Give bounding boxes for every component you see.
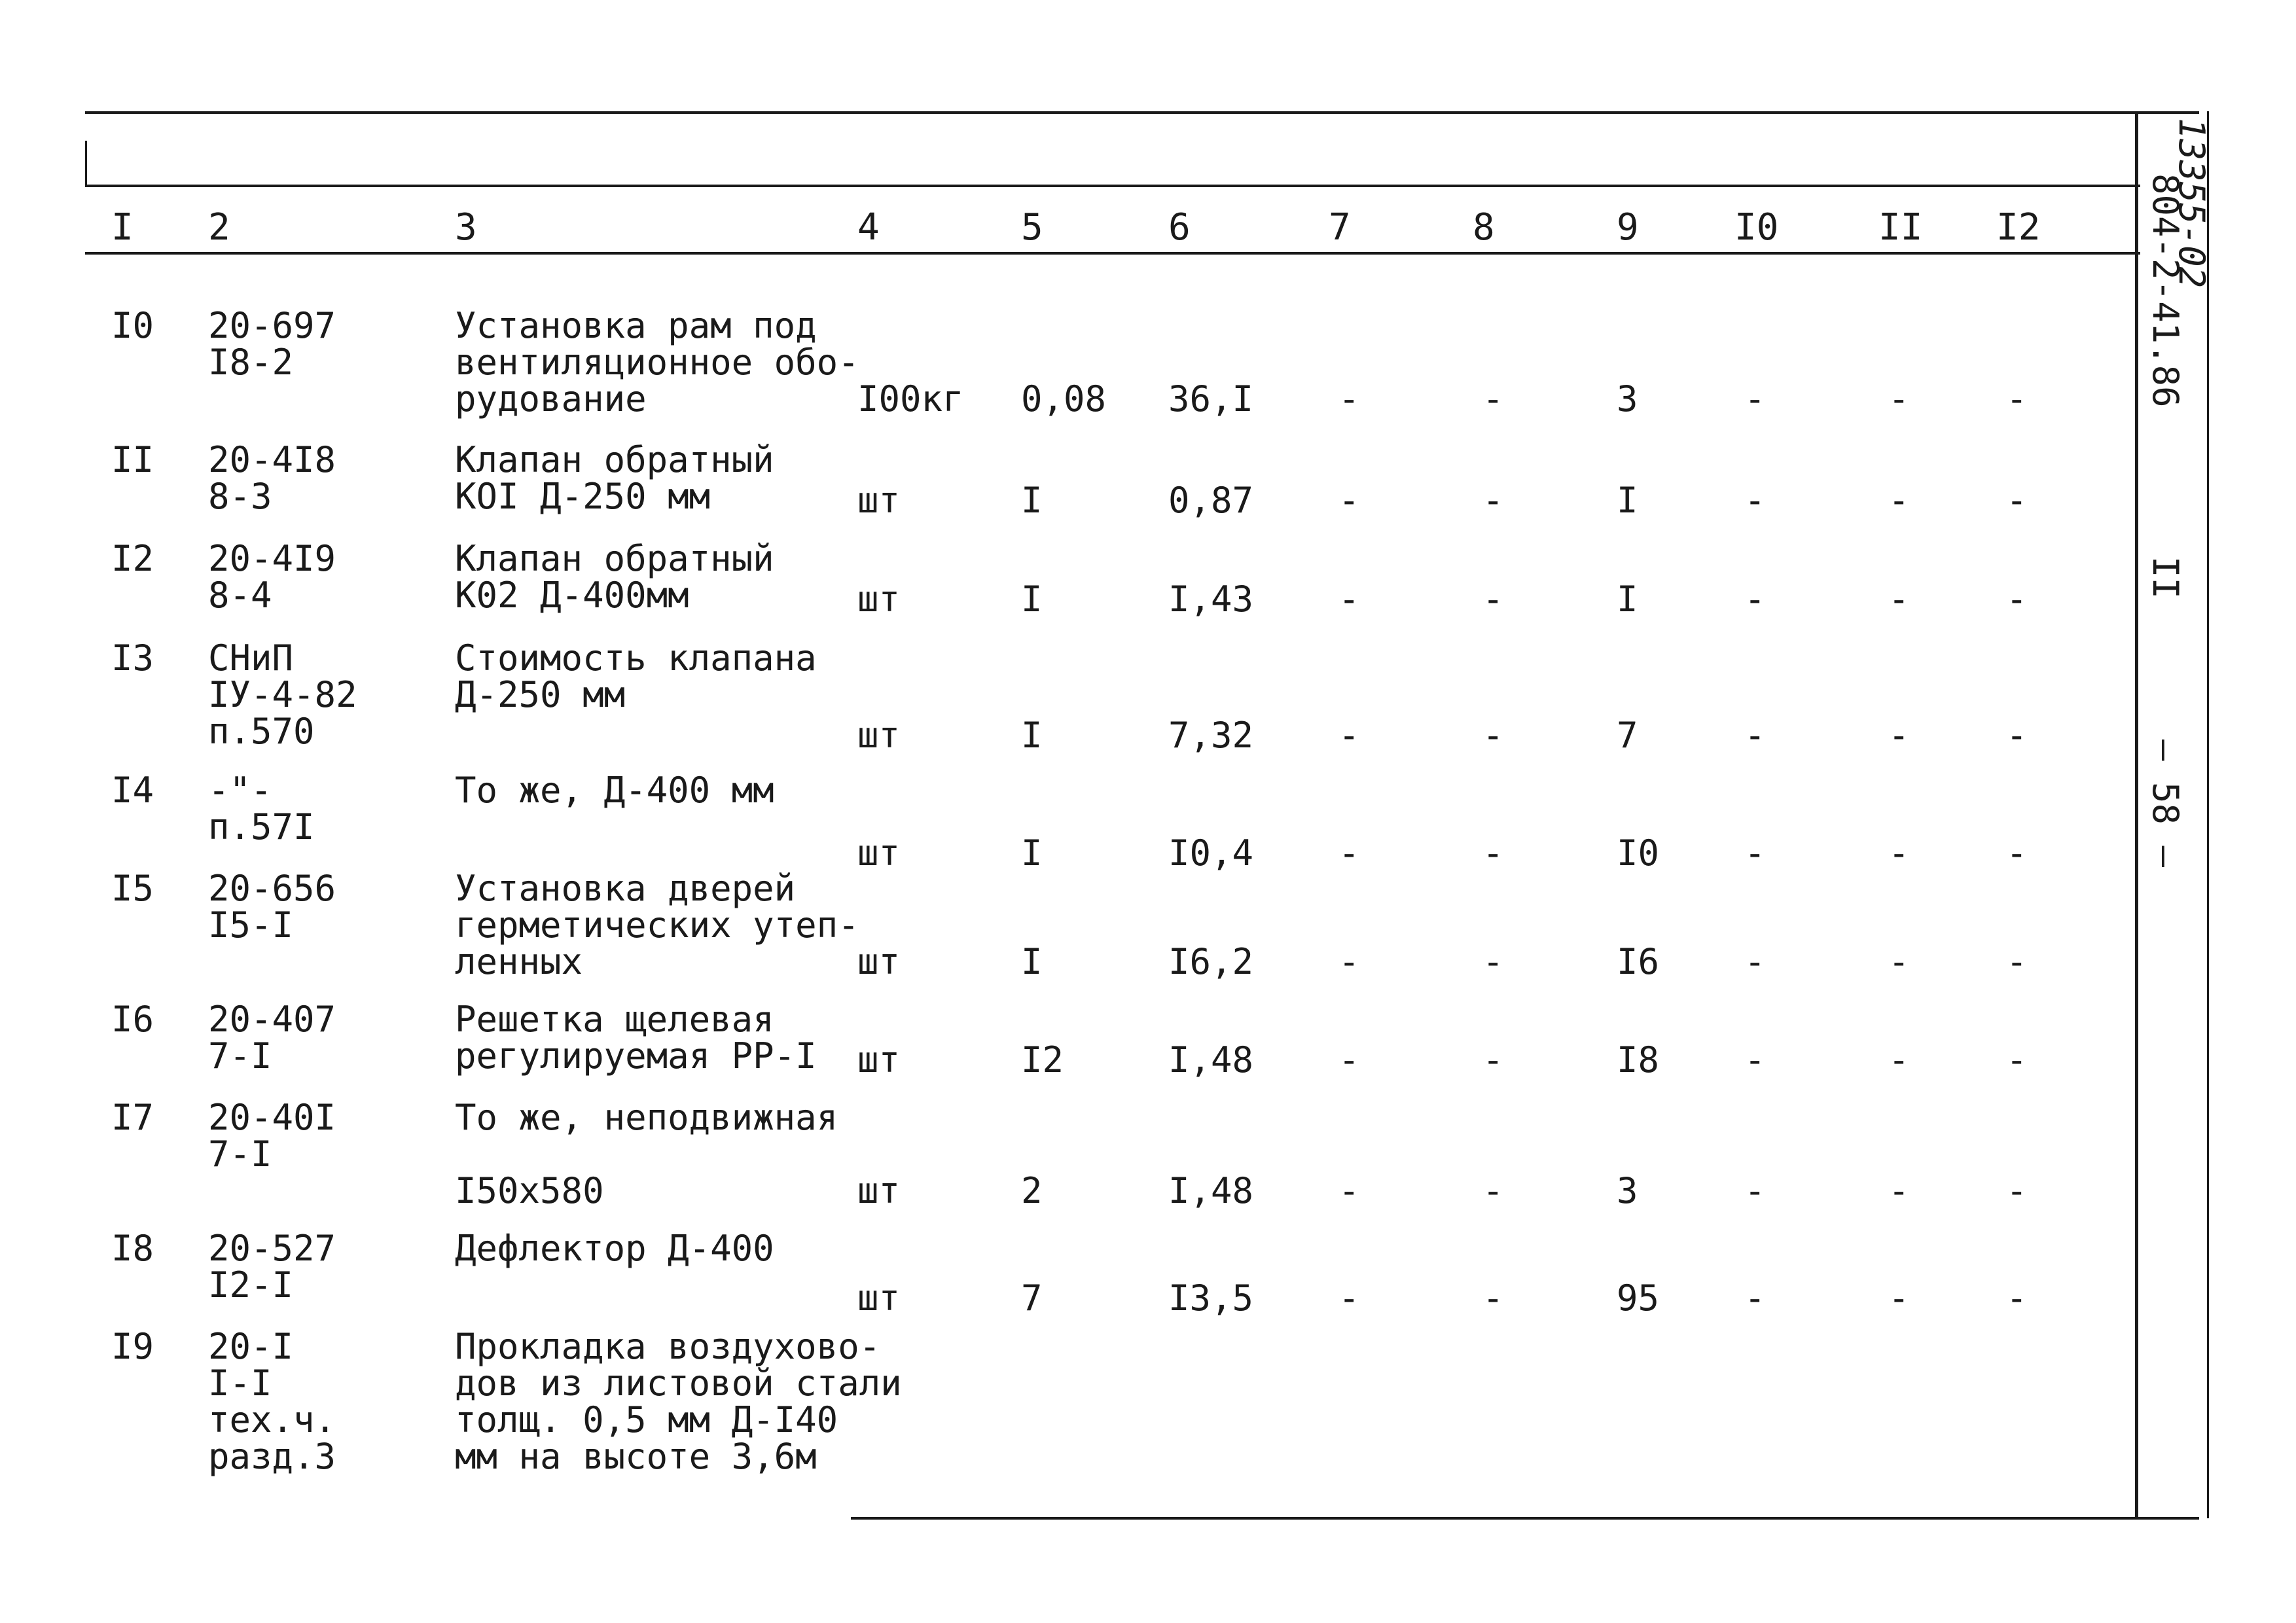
column-header-11: II	[1878, 206, 1923, 249]
norm-code: I8-2	[208, 342, 294, 383]
cell-c12: -	[2006, 941, 2028, 982]
row-number: I2	[111, 538, 154, 579]
cell-c8: -	[1482, 579, 1504, 620]
work-name: ленных	[455, 941, 583, 982]
norm-code: 20-40I	[208, 1097, 336, 1138]
cell-c10: -	[1744, 378, 1766, 419]
column-header-6: 6	[1168, 206, 1191, 249]
unit: шт	[857, 579, 901, 620]
cell-c12: -	[2006, 1277, 2028, 1319]
cell-c8: -	[1482, 1039, 1504, 1080]
column-header-1: I	[111, 206, 134, 249]
cell-c9: I6	[1617, 941, 1660, 982]
cell-c10: -	[1744, 1039, 1766, 1080]
top-rule	[85, 111, 2199, 114]
unit: шт	[857, 480, 901, 521]
document-code: 804-2-41.86	[2145, 173, 2186, 408]
cell-c5: I	[1021, 832, 1043, 874]
work-name: Дефлектор Д-400	[455, 1228, 774, 1269]
norm-code: 20-656	[208, 868, 336, 909]
cell-c11: -	[1888, 715, 1910, 756]
norm-code: п.57I	[208, 806, 315, 847]
work-name: Установка рам под	[455, 305, 817, 346]
cell-c7: -	[1338, 715, 1360, 756]
cell-c12: -	[2006, 1170, 2028, 1211]
cell-c10: -	[1744, 832, 1766, 874]
cell-c10: -	[1744, 1170, 1766, 1211]
cell-c9: 7	[1617, 715, 1638, 756]
work-name: Стоимость клапана	[455, 637, 817, 679]
cell-c9: I8	[1617, 1039, 1660, 1080]
cell-c6: 36,I	[1168, 378, 1254, 419]
row-number: I3	[111, 637, 154, 679]
cell-c12: -	[2006, 832, 2028, 874]
norm-code: I5-I	[208, 904, 294, 946]
unit: шт	[857, 941, 901, 982]
work-name: I50x580	[455, 1170, 604, 1211]
norm-code: 7-I	[208, 1035, 272, 1077]
row-number: I4	[111, 770, 154, 811]
cell-c9: 95	[1617, 1277, 1660, 1319]
cell-c11: -	[1888, 579, 1910, 620]
cell-c8: -	[1482, 941, 1504, 982]
work-name: Д-250 мм	[455, 674, 626, 715]
row-number: I6	[111, 999, 154, 1040]
work-name: Решетка щелевая	[455, 999, 774, 1040]
norm-code: 20-4I9	[208, 538, 336, 579]
norm-code: IУ-4-82	[208, 674, 357, 715]
cell-c11: -	[1888, 1170, 1910, 1211]
cell-c6: I,43	[1168, 579, 1254, 620]
cell-c9: I	[1617, 480, 1638, 521]
column-header-9: 9	[1617, 206, 1639, 249]
column-header-12: I2	[1996, 206, 2041, 249]
cell-c12: -	[2006, 715, 2028, 756]
row-number: I5	[111, 868, 154, 909]
cell-c7: -	[1338, 480, 1360, 521]
work-name: мм на высоте 3,6м	[455, 1436, 817, 1477]
norm-code: тех.ч.	[208, 1399, 336, 1440]
cell-c7: -	[1338, 378, 1360, 419]
cell-c11: -	[1888, 480, 1910, 521]
cell-c9: I0	[1617, 832, 1660, 874]
row-number: I9	[111, 1326, 154, 1367]
column-header-5: 5	[1021, 206, 1043, 249]
cell-c5: 7	[1021, 1277, 1043, 1319]
norm-code: 20-I	[208, 1326, 294, 1367]
norm-code: 8-4	[208, 575, 272, 616]
cell-c8: -	[1482, 480, 1504, 521]
work-name: Установка дверей	[455, 868, 796, 909]
work-name: вентиляционное обо-	[455, 342, 859, 383]
column-header-3: 3	[455, 206, 477, 249]
row-number: I8	[111, 1228, 154, 1269]
cell-c7: -	[1338, 1039, 1360, 1080]
cell-c12: -	[2006, 378, 2028, 419]
cell-c8: -	[1482, 715, 1504, 756]
cell-c10: -	[1744, 579, 1766, 620]
row-number: II	[111, 439, 154, 480]
row-number: I7	[111, 1097, 154, 1138]
cell-c5: I	[1021, 480, 1043, 521]
column-header-8: 8	[1473, 206, 1495, 249]
cell-c10: -	[1744, 1277, 1766, 1319]
norm-code: СНиП	[208, 637, 294, 679]
inventory-number: 13355-02	[2171, 118, 2212, 289]
cell-c6: I6,2	[1168, 941, 1254, 982]
unit: шт	[857, 1039, 901, 1080]
cell-c11: -	[1888, 1039, 1910, 1080]
cell-c7: -	[1338, 579, 1360, 620]
cell-c8: -	[1482, 1170, 1504, 1211]
cell-c5: I2	[1021, 1039, 1064, 1080]
work-name: То же, Д-400 мм	[455, 770, 774, 811]
cell-c6: I,48	[1168, 1039, 1254, 1080]
cell-c6: I0,4	[1168, 832, 1254, 874]
cell-c8: -	[1482, 1277, 1504, 1319]
cell-c5: 0,08	[1021, 378, 1107, 419]
norm-code: разд.3	[208, 1436, 336, 1477]
cell-c7: -	[1338, 832, 1360, 874]
unit: I00кг	[857, 378, 964, 419]
cell-c11: -	[1888, 378, 1910, 419]
work-name: дов из листовой стали	[455, 1363, 902, 1404]
cell-c9: 3	[1617, 378, 1638, 419]
work-name: К02 Д-400мм	[455, 575, 689, 616]
norm-code: 20-697	[208, 305, 336, 346]
left-tick	[85, 141, 87, 187]
norm-code: I-I	[208, 1363, 272, 1404]
right-border	[2135, 111, 2138, 1518]
side-stamp	[2145, 111, 2225, 1420]
cell-c9: 3	[1617, 1170, 1638, 1211]
cell-c5: I	[1021, 579, 1043, 620]
cell-c6: 0,87	[1168, 480, 1254, 521]
cell-c6: I,48	[1168, 1170, 1254, 1211]
cell-c6: I3,5	[1168, 1277, 1254, 1319]
unit: шт	[857, 1277, 901, 1319]
work-name: Прокладка воздухово-	[455, 1326, 881, 1367]
cell-c8: -	[1482, 832, 1504, 874]
norm-code: I2-I	[208, 1264, 294, 1306]
row-number: I0	[111, 305, 154, 346]
unit: шт	[857, 1170, 901, 1211]
column-header-2: 2	[208, 206, 230, 249]
cell-c12: -	[2006, 1039, 2028, 1080]
norm-code: 20-4I8	[208, 439, 336, 480]
cell-c7: -	[1338, 1170, 1360, 1211]
norm-code: 7-I	[208, 1133, 272, 1175]
cell-c8: -	[1482, 378, 1504, 419]
cell-c9: I	[1617, 579, 1638, 620]
work-name: толщ. 0,5 мм Д-I40	[455, 1399, 838, 1440]
work-name: Клапан обратный	[455, 538, 774, 579]
page-number: — 58 —	[2145, 740, 2186, 868]
cell-c5: 2	[1021, 1170, 1043, 1211]
norm-code: 8-3	[208, 476, 272, 517]
unit: шт	[857, 715, 901, 756]
column-header-7: 7	[1329, 206, 1351, 249]
cell-c10: -	[1744, 480, 1766, 521]
cell-c11: -	[1888, 941, 1910, 982]
norm-code: 20-527	[208, 1228, 336, 1269]
work-name: То же, неподвижная	[455, 1097, 838, 1138]
norm-code: -"-	[208, 770, 272, 811]
work-name: рудование	[455, 378, 647, 419]
cell-c7: -	[1338, 1277, 1360, 1319]
norm-code: п.570	[208, 711, 315, 752]
header-top-rule	[85, 185, 2140, 187]
work-name: Клапан обратный	[455, 439, 774, 480]
section-label: II	[2145, 556, 2186, 599]
header-bottom-rule	[85, 252, 2140, 255]
cell-c6: 7,32	[1168, 715, 1254, 756]
cell-c12: -	[2006, 579, 2028, 620]
cell-c10: -	[1744, 941, 1766, 982]
work-name: регулируемая РР-I	[455, 1035, 817, 1077]
cell-c7: -	[1338, 941, 1360, 982]
work-name: герметических утеп-	[455, 904, 859, 946]
cell-c11: -	[1888, 1277, 1910, 1319]
bottom-rule	[851, 1517, 2199, 1520]
cell-c10: -	[1744, 715, 1766, 756]
column-header-10: I0	[1734, 206, 1779, 249]
cell-c5: I	[1021, 715, 1043, 756]
norm-code: 20-407	[208, 999, 336, 1040]
cell-c11: -	[1888, 832, 1910, 874]
cell-c5: I	[1021, 941, 1043, 982]
work-name: КОI Д-250 мм	[455, 476, 711, 517]
unit: шт	[857, 832, 901, 874]
column-header-4: 4	[857, 206, 880, 249]
cell-c12: -	[2006, 480, 2028, 521]
